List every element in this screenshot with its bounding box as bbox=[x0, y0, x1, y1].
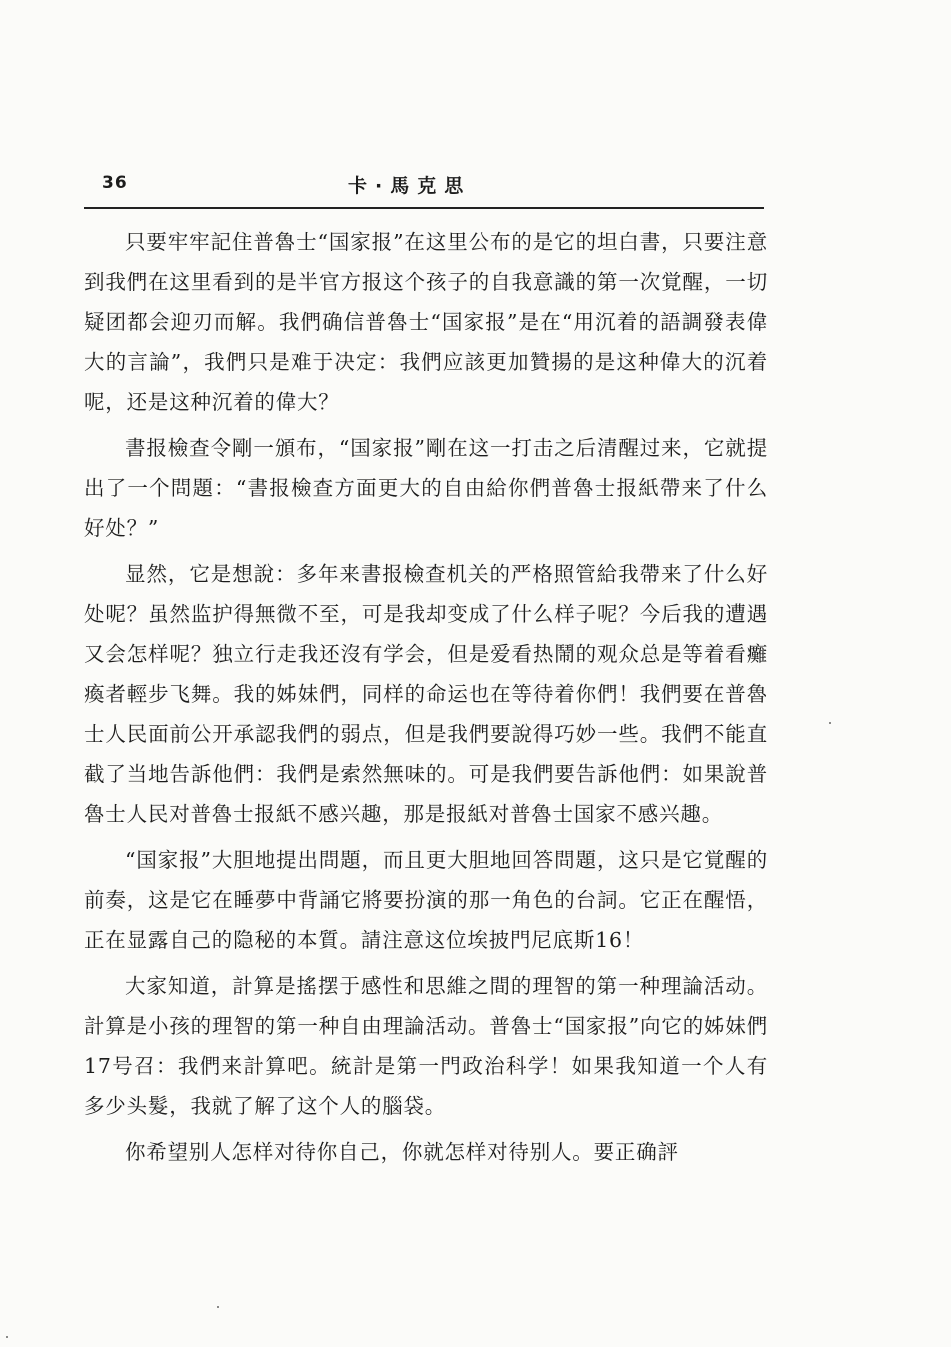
paragraph-5: 大家知道，計算是搖摆于感性和思維之間的理智的第一种理論活动。計算是小孩的理智的第一种自由理論活动。普魯士“国家报”向它的姊妹們17号召：我們来計算吧。統計是第一門政治科学！如果我知道一个人有多少头髮，我就了解了这个人的腦袋。 bbox=[84, 974, 768, 1118]
running-title: 卡·馬克思 bbox=[348, 175, 472, 197]
page-header bbox=[84, 168, 764, 202]
header-rule bbox=[84, 207, 764, 209]
scan-speck bbox=[6, 1336, 8, 1338]
paragraph-4: “国家报”大胆地提出問題，而且更大胆地回答問題，这只是它覚醒的前奏，这是它在睡夢中背誦它將要扮演的那一角色的台詞。它正在醒悟，正在显露自己的隐秘的本質。請注意这位埃披門尼底斯16！ bbox=[84, 848, 768, 952]
paragraph-2: 書报檢查令剛一頒布，“国家报”剛在这一打击之后清醒过来，它就提出了一个問題：“書报檢查方面更大的自由給你們普魯士报紙帶来了什么好处？” bbox=[84, 436, 768, 540]
page-number: 36 bbox=[102, 173, 128, 193]
scan-speck bbox=[217, 1306, 219, 1308]
body-text bbox=[84, 222, 768, 1178]
paragraph-6: 你希望别人怎样对待你自己，你就怎样对待别人。要正确評 bbox=[125, 1140, 679, 1164]
paragraph-3: 显然，它是想說：多年来書报檢查机关的严格照管給我帶来了什么好处呢？虽然监护得無微不至，可是我却变成了什么样子呢？今后我的遭遇又会怎样呢？独立行走我还沒有学会，但是爱看热鬧的观众总是等着看癱瘓者輕步飞舞。我的姊妹們，同样的命运也在等待着你們！我們要在普魯士人民面前公开承認我們的弱点，但是我們要說得巧妙一些。我們不能直截了当地告訴他們：我們是索然無味的。可是我們要告訴他們：如果說普魯士人民对普魯士报紙不感兴趣，那是报紙对普魯士国家不感兴趣。 bbox=[84, 562, 768, 826]
paragraph-1: 只要牢牢記住普魯士“国家报”在这里公布的是它的坦白書，只要注意到我們在这里看到的是半官方报这个孩子的自我意識的第一次覚醒，一切疑团都会迎刃而解。我們确信普魯士“国家报”是在“用沉着的語調發表偉大的言論”，我們只是难于决定：我們应該更加贊揚的是这种偉大的沉着呢，还是这种沉着的偉大？ bbox=[84, 230, 768, 414]
scan-speck bbox=[829, 722, 831, 724]
